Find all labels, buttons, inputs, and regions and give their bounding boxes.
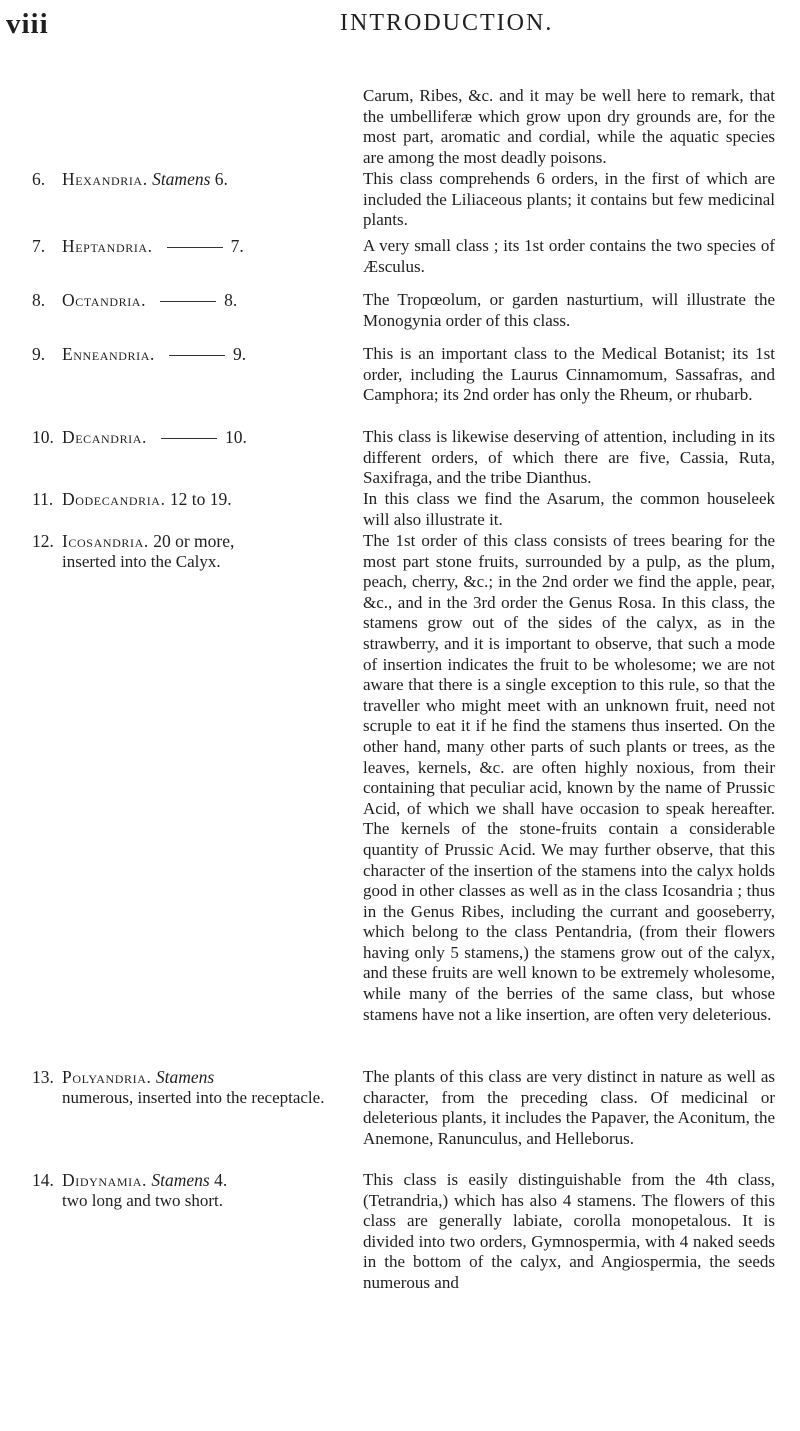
stamens-label: Stamens	[152, 169, 211, 189]
page-header	[0, 8, 800, 48]
class-description: The Tropœolum, or garden nasturtium, will illustrate the Monogynia order of this class.	[363, 290, 775, 330]
class-name: Heptandria.	[62, 236, 153, 256]
class-description: The plants of this class are very distinct in nature as well as character, from the preceding class. Of medicinal or deleterious plants, it includes the Papaver, the Aconitum, the Anemone, Ranunculus, and Helleborus.	[363, 1067, 775, 1148]
stamens-label: Stamens	[155, 1067, 215, 1087]
ditto-dash	[161, 438, 217, 439]
class-description: In this class we find the Asarum, the common houseleek will also illustrate it.	[363, 489, 775, 529]
stamen-count: 10.	[225, 427, 247, 447]
stamen-count: 7.	[230, 236, 244, 256]
class-number: 11.	[32, 489, 54, 509]
class-number: 8.	[32, 290, 46, 310]
entry-heading	[32, 290, 350, 311]
insertion-note: numerous, inserted into the receptacle.	[62, 1088, 325, 1107]
class-number: 12.	[32, 531, 54, 551]
page-number: viii	[6, 8, 49, 40]
entry-heading	[32, 1170, 350, 1211]
class-name: Decandria.	[62, 427, 148, 447]
class-number: 9.	[32, 344, 46, 364]
stamen-arrangement-note: two long and two short.	[62, 1191, 224, 1210]
stamens-label: Stamens	[151, 1170, 210, 1190]
running-head: INTRODUCTION.	[340, 10, 554, 36]
intro-paragraph: Carum, Ribes, &c. and it may be well here to remark, that the umbelliferæ which grow upon dry grounds are, for the most part, aromatic and cordial, while the aquatic species are among the most deadly poisons.	[363, 86, 775, 167]
stamen-count: 12 to 19.	[169, 489, 232, 509]
class-number: 7.	[32, 236, 46, 256]
class-description: This class is likewise deserving of attention, including in its different orders, of which there are five, Cassia, Ruta, Saxifraga, and the tribe Dianthus.	[363, 427, 775, 488]
ditto-dash	[169, 355, 225, 356]
class-name: Hexandria.	[62, 169, 148, 189]
class-name: Icosandria.	[62, 531, 149, 551]
class-name: Polyandria.	[62, 1067, 152, 1087]
class-name: Dodecandria.	[62, 489, 166, 509]
ditto-dash	[160, 301, 216, 302]
class-name: Enneandria.	[62, 344, 155, 364]
insertion-note: inserted into the Calyx.	[62, 552, 221, 571]
class-description: This is an important class to the Medical Botanist; its 1st order, including the Laurus Cinnamomum, Sassafras, and Camphora; its 2nd order has only the Rheum, or rhubarb.	[363, 344, 775, 405]
class-description: This class is easily distinguishable from the 4th class, (Tetrandria,) which has also 4 stamens. The flowers of this class are generally labiate, corolla monopetalous. It is divided into two orders, Gymnospermia, with 4 naked seeds in the bottom of the calyx, and Angiospermia, the seeds numerous and	[363, 1170, 775, 1292]
entry-heading	[32, 344, 350, 365]
class-name: Octandria.	[62, 290, 147, 310]
entry-heading	[32, 531, 350, 572]
stamen-count: 6.	[214, 169, 228, 189]
entry-heading	[32, 1067, 350, 1108]
stamen-count: 4.	[214, 1170, 228, 1190]
entry-heading	[32, 427, 350, 448]
class-description: A very small class ; its 1st order contains the two species of Æsculus.	[363, 236, 775, 276]
stamen-count: 20 or more,	[153, 531, 235, 551]
class-name: Didynamia.	[62, 1170, 148, 1190]
class-number: 10.	[32, 427, 54, 447]
class-number: 14.	[32, 1170, 54, 1190]
class-description: This class comprehends 6 orders, in the first of which are included the Liliaceous plants; it contains but few medicinal plants.	[363, 169, 775, 230]
stamen-count: 9.	[233, 344, 247, 364]
entry-heading	[32, 169, 350, 190]
entry-heading	[32, 236, 350, 257]
class-description: The 1st order of this class consists of trees bearing for the most part stone fruits, surrounded by a pulp, as the plum, peach, cherry, &c.; in the 2nd order we find the apple, pear, &c., and in the 3rd order the Genus Rosa. In this class, the stamens grow out of the sides of the calyx, as in the strawberry, and it is important to observe, that such a mode of insertion indicates the fruit to be wholesome; we are not aware that there is a single exception to this rule, so that the traveller who might meet with an unknown fruit, need not scruple to eat it if he find the stamens thus inserted. On the other hand, many other parts of such plants or trees, as the leaves, kernels, &c. are often highly noxious, from their containing that peculiar acid, known by the name of Prussic Acid, of which we shall have occasion to speak hereafter. The kernels of the stone-fruits contain a considerable quantity of Prussic Acid. We may further observe, that this character of the insertion of the stamens into the calyx holds good in other classes as well as in the class Icosandria ; thus in the Genus Ribes, including the currant and gooseberry, which belong to the class Pentandria, (from their flowers having only 5 stamens,) the stamens grow out of the calyx, and these fruits are well known to be extremely wholesome, while many of the berries of the same class, but whose stamens have not a like insertion, are often very deleterious.	[363, 531, 775, 1024]
ditto-dash	[167, 247, 223, 248]
stamen-count: 8.	[224, 290, 238, 310]
class-number: 13.	[32, 1067, 54, 1087]
class-number: 6.	[32, 169, 46, 189]
entry-heading	[32, 489, 350, 510]
